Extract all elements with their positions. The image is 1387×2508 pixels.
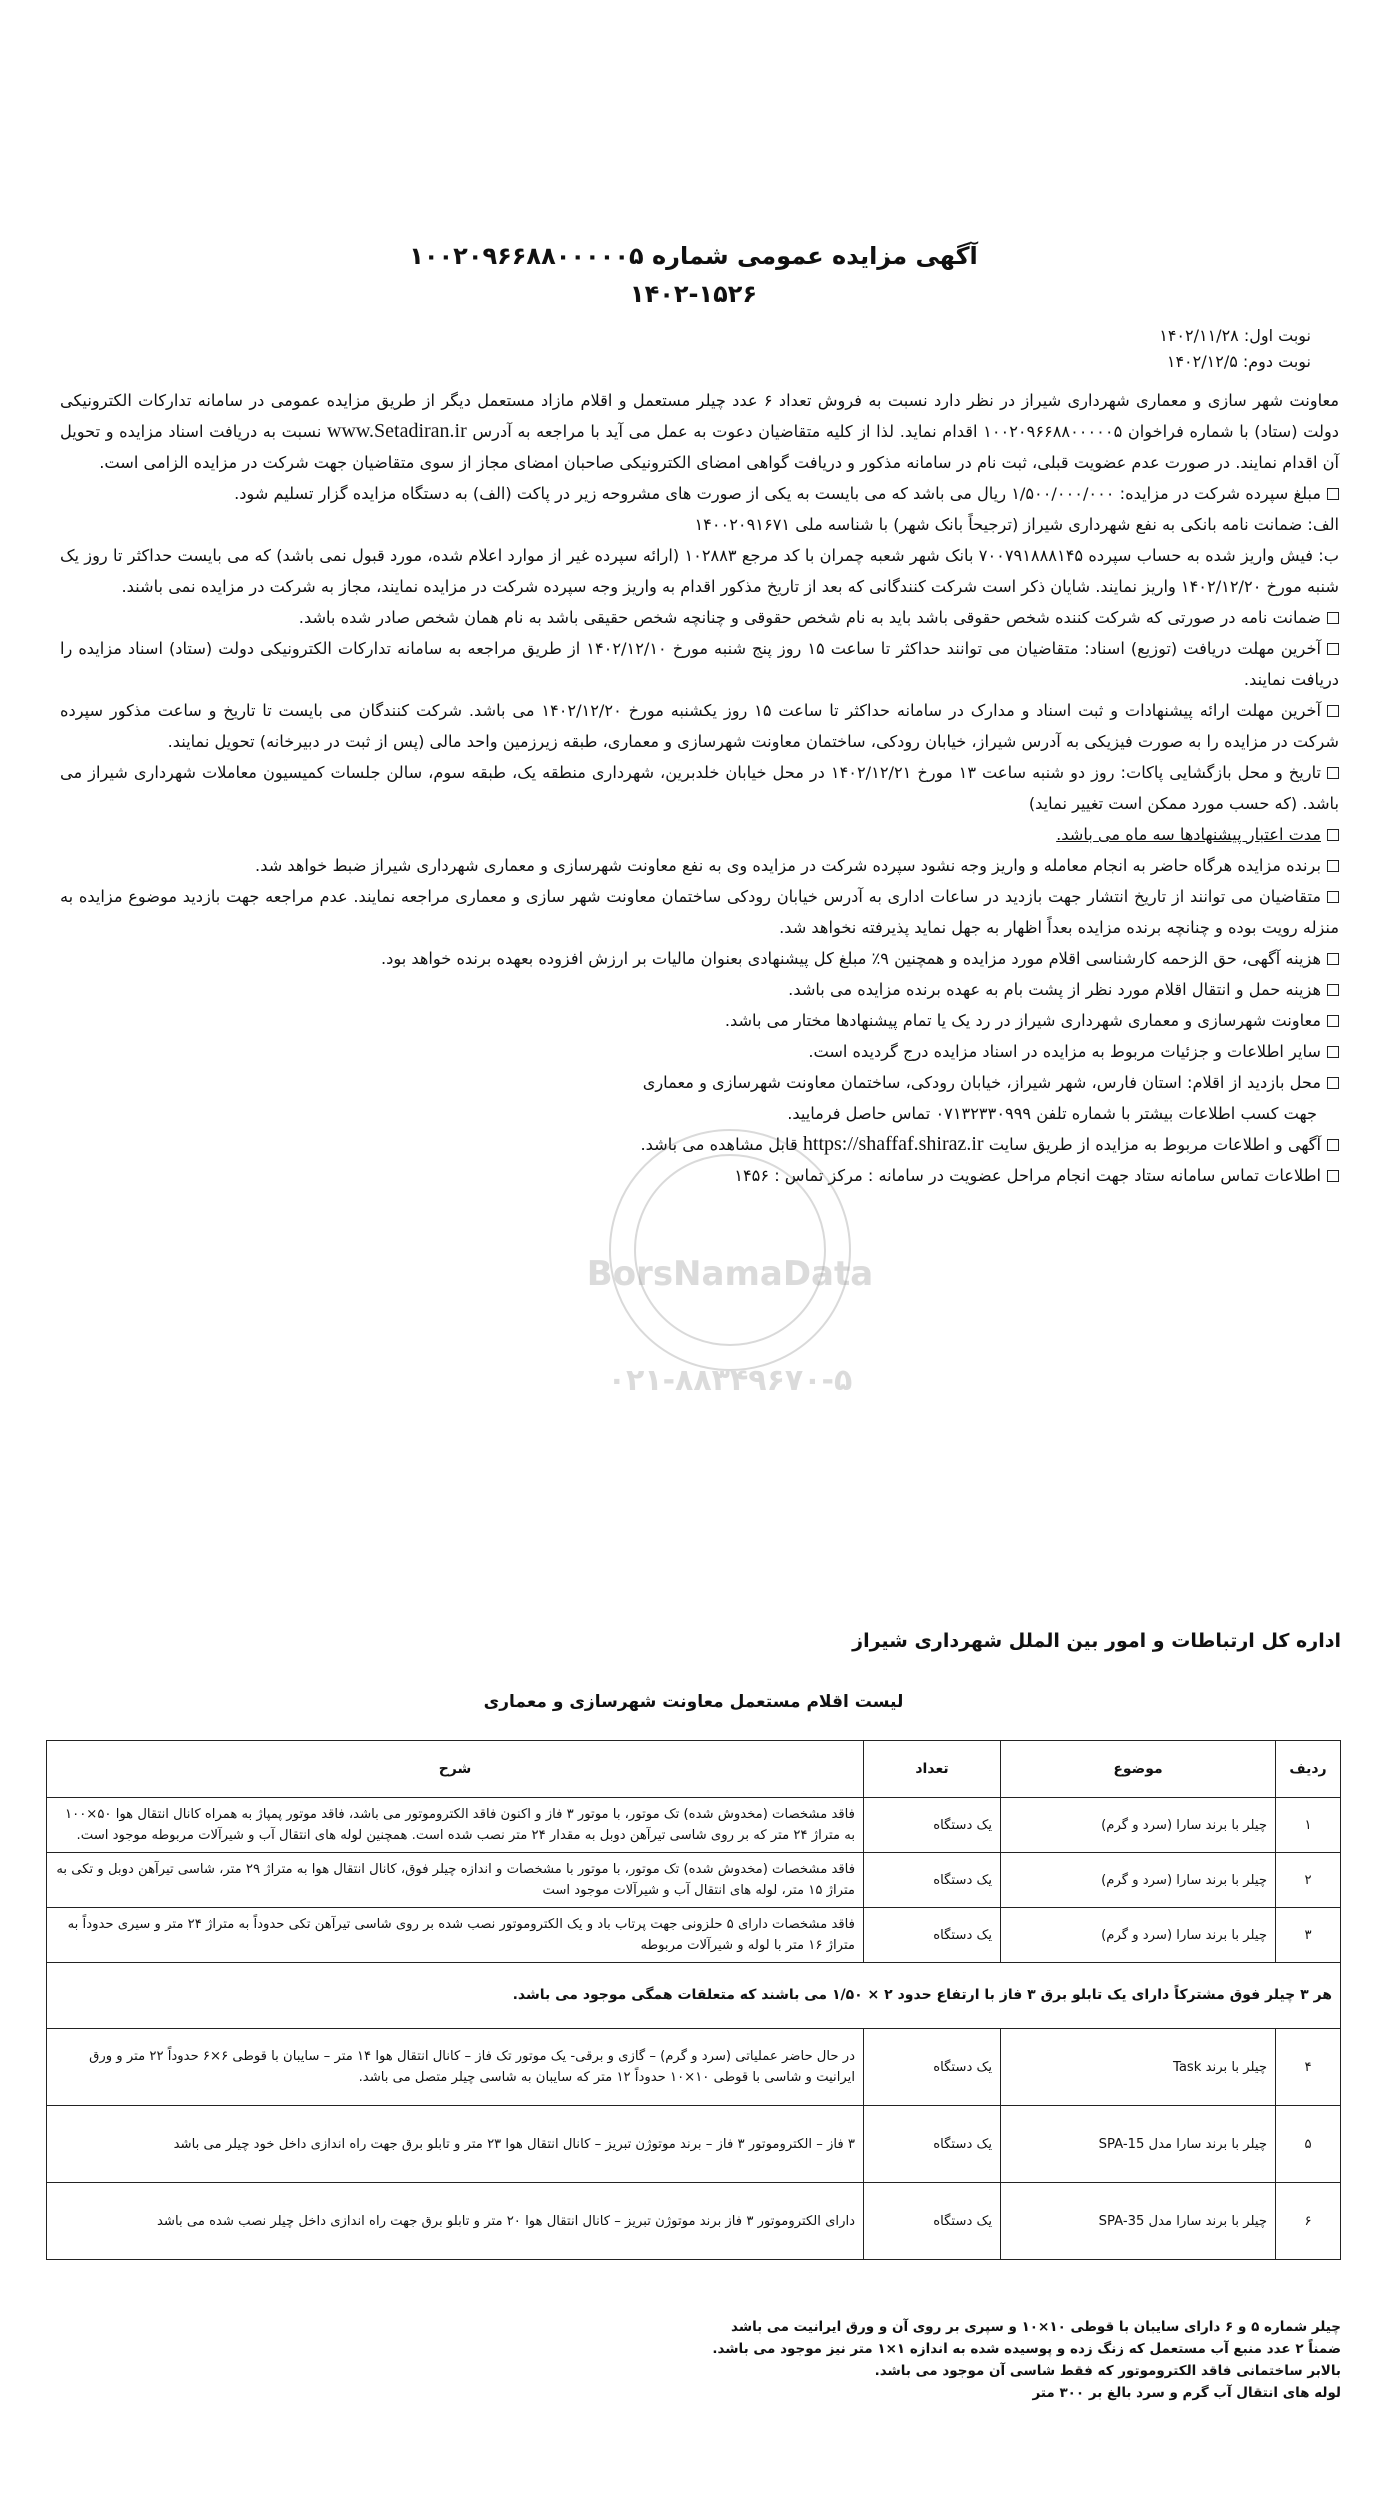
- bullet-winner: [60, 850, 1339, 881]
- header-tedad: تعداد: [864, 1741, 1001, 1798]
- bullet-text: متقاضیان می توانند از تاریخ انتشار جهت بازدید در ساعات اداری به آدرس خیابان رودکی ساختمان معاونت شهر سازی و معماری مراجعه نمایند. عدم مراجعه جهت بازدید موضوع مزایده به منزله رویت بوده و چنانچه برنده مزایده بعداً اظهار به جهل نماید پذیرفته نخواهد شد.: [60, 887, 1339, 937]
- items-table: [46, 1740, 1341, 2260]
- cell-mozoo: چیلر با برند سارا مدل SPA-35: [1001, 2183, 1276, 2260]
- cell-sharh: فاقد مشخصات دارای ۵ حلزونی جهت پرتاب باد و یک الکتروموتور نصب شده بر روی شاسی تیرآهن تکی حدوداً به متراژ ۲۴ متر و سیری حدوداً به متراژ ۱۶ متر با لوله و شیرآلات مربوطه: [47, 1908, 864, 1963]
- items-list-title: لیست اقلام مستعمل معاونت شهرسازی و معماری: [483, 1692, 904, 1712]
- checkbox-icon: [1327, 1139, 1339, 1151]
- cell-radif: ۶: [1276, 2183, 1341, 2260]
- intro-text-a: معاونت شهر سازی و معماری شهرداری شیراز در نظر دارد نسبت به فروش تعداد ۶ عدد چیلر مستعمل و اقلام مازاد مستعمل دیگر از طریق مزایده عمومی در سامانه تدارکات الکترونیکی دولت (ستاد) با شماره فراخوان ۱۰۰۲۰۹۶۶۸۸۰۰۰۰۰۵ اقدام نماید. لذا از کلیه متقاضیان دعوت به عمل می آید با مراجعه به آدرس: [60, 391, 1340, 441]
- cell-radif: ۳: [1276, 1908, 1341, 1963]
- cell-sharh: فاقد مشخصات (مخدوش شده) تک موتور، با موتور با مشخصات و اندازه چیلر فوق، کانال انتقال هوا به متراژ ۲۹ متر، شاسی تیرآهن دوبل و تکی به متراژ ۱۵ متر، لوله های انتقال آب و شیرآلات موجود است: [47, 1853, 864, 1908]
- bullet-text: تاریخ و محل بازگشایی پاکات: روز دو شنبه ساعت ۱۳ مورخ ۱۴۰۲/۱۲/۲۱ در محل خیابان خلدبرین، شهرداری منطقه یک، طبقه سوم، سالن جلسات کمیسیون معاملات شهرداری شیراز می باشد. (که حسب مورد ممکن است تغییر نماید): [60, 763, 1339, 813]
- bullet-other-info: [60, 1036, 1339, 1067]
- checkbox-icon: [1327, 612, 1339, 624]
- cell-radif: ۴: [1276, 2029, 1341, 2106]
- table-row: [47, 2029, 1341, 2106]
- page-title: آگهی مزایده عمومی شماره ۱۰۰۲۰۹۶۶۸۸۰۰۰۰۰۵: [409, 242, 978, 270]
- bullet-text: آگهی و اطلاعات مربوط به مزایده از طریق سایت: [988, 1135, 1321, 1154]
- cell-radif: ۱: [1276, 1798, 1341, 1853]
- deposit-option-be: ب: فیش واریز شده به حساب سپرده ۷۰۰۷۹۱۸۸۸۱۴۵ بانک شهر شعبه چمران با کد مرجع ۱۰۲۸۸۳ (ارائه سپرده غیر از موارد اعلام شده، مورد قبول نمی باشد) که می بایست حداکثر تا روز یک شنبه مورخ ۱۴۰۲/۱۲/۲۰ واریز نمایند. شایان ذکر است شرکت کنندگانی که بعد از تاریخ مذکور اقدام به واریز وجه سپرده شرکت در مزایده نمایند، مجاز به شرکت در مزایده نمی باشند.: [60, 546, 1340, 596]
- deposit-option-alef: الف: ضمانت نامه بانکی به نفع شهرداری شیراز (ترجیحاً بانک شهر) با شناسه ملی ۱۴۰۰۲۰۹۱۶۷۱: [694, 515, 1339, 534]
- bullet-costs: [60, 943, 1339, 974]
- checkbox-icon: [1327, 767, 1339, 779]
- bullet-visit: [60, 881, 1339, 943]
- shared-panel-note: هر ۳ چیلر فوق مشترکاً دارای یک تابلو برق ۳ فاز با ارتفاع حدود ۲ × ۱/۵۰ می باشند که متعلقات همگی موجود می باشد.: [47, 1963, 1341, 2029]
- table-row: [47, 2106, 1341, 2183]
- checkbox-icon: [1327, 643, 1339, 655]
- cell-mozoo: چیلر با برند سارا (سرد و گرم): [1001, 1853, 1276, 1908]
- cell-sharh: فاقد مشخصات (مخدوش شده) تک موتور، با موتور ۳ فاز و اکنون فاقد الکتروموتور می باشد، فاقد موتور پمپاژ به همراه کانال انتقال هوا ۵۰×۱۰۰ به متراژ ۲۴ متر که بر روی شاسی تیرآهن دوبل به مقدار ۲۴ متر نصب شده است. همچنین لوله های انتقال آب و شیرآلات مربوطه موجود است.: [47, 1798, 864, 1853]
- bullet-deposit: [60, 478, 1339, 509]
- cell-sharh: ۳ فاز – الکتروموتور ۳ فاز – برند موتوژن تبریز – کانال انتقال هوا ۲۳ متر و تابلو برق جهت راه اندازی داخل خود چیلر می باشد: [47, 2106, 864, 2183]
- bullet-guarantee: [60, 602, 1339, 633]
- checkbox-icon: [1327, 488, 1339, 500]
- page-subtitle: ۱۴۰۲-۱۵۲۶: [629, 280, 758, 308]
- bullet-website: [60, 1129, 1339, 1160]
- cell-radif: ۵: [1276, 2106, 1341, 2183]
- footnote-line: چیلر شماره ۵ و ۶ دارای سایبان با قوطی ۱۰×۱۰ و سپری بر روی آن و ورق ایرانیت می باشد: [731, 2319, 1341, 2335]
- bullet-rejection: [60, 1005, 1339, 1036]
- department-name: اداره کل ارتباطات و امور بین الملل شهرداری شیراز: [852, 1630, 1341, 1652]
- checkbox-icon: [1327, 860, 1339, 872]
- bullet-opening: [60, 757, 1339, 819]
- bullet-text: مدت اعتبار پیشنهادها سه ماه می باشد.: [1056, 825, 1321, 844]
- checkbox-icon: [1327, 705, 1339, 717]
- bullet-text: مبلغ سپرده شرکت در مزایده: ۱/۵۰۰/۰۰۰/۰۰۰ ریال می باشد که می بایست به یکی از صورت های مشروحه زیر در پاکت (الف) به دستگاه مزایده گزار تسلیم شود.: [234, 484, 1321, 503]
- table-row: [47, 1798, 1341, 1853]
- footnote-line: لوله های انتقال آب گرم و سرد بالغ بر ۳۰۰ متر: [1032, 2385, 1341, 2401]
- setadiran-link[interactable]: www.Setadiran.ir: [327, 420, 467, 442]
- table-footnotes: [46, 2316, 1341, 2404]
- bullet-setad-contact: [60, 1160, 1339, 1191]
- bullet-text: ضمانت نامه در صورتی که شرکت کننده شخص حقوقی باشد باید به نام شخص حقوقی و چنانچه شخص حقیقی باشد به نام همان شخص صادر شده باشد.: [298, 608, 1321, 627]
- cell-mozoo: چیلر با برند سارا (سرد و گرم): [1001, 1908, 1276, 1963]
- watermark-phone: ۰۲۱-۸۸۳۴۹۶۷۰-۵: [607, 1363, 853, 1398]
- bullet-text: اطلاعات تماس سامانه ستاد جهت انجام مراحل عضویت در سامانه : مرکز تماس : ۱۴۵۶: [734, 1166, 1321, 1185]
- bullet-validity: [60, 819, 1339, 850]
- cell-sharh: در حال حاضر عملیاتی (سرد و گرم) – گازی و برقی- یک موتور تک فاز – کانال انتقال هوا ۱۴ متر – سایبان با قوطی ۶×۶ حدوداً ۲۲ متر و ورق ایرانیت و شاسی با قوطی ۱۰×۱۰ حدوداً ۱۲ متر که سایبان به شاسی چیلر متصل می باشد.: [47, 2029, 864, 2106]
- document-page: [40, 0, 1347, 2508]
- bullet-document-deadline: [60, 633, 1339, 695]
- checkbox-icon: [1327, 1046, 1339, 1058]
- cell-tedad: یک دستگاه: [864, 2029, 1001, 2106]
- cell-tedad: یک دستگاه: [864, 1853, 1001, 1908]
- announcement-body: [60, 385, 1339, 1191]
- checkbox-icon: [1327, 1170, 1339, 1182]
- table-row: [47, 1908, 1341, 1963]
- table-row: [47, 2183, 1341, 2260]
- footnote-line: بالابر ساختمانی فاقد الکتروموتور که فقط شاسی آن موجود می باشد.: [874, 2363, 1341, 2379]
- cell-mozoo: چیلر با برند سارا (سرد و گرم): [1001, 1798, 1276, 1853]
- table-row: [47, 1853, 1341, 1908]
- bullet-text: هزینه حمل و انتقال اقلام مورد نظر از پشت بام به عهده برنده مزایده می باشد.: [788, 980, 1321, 999]
- bullet-transport: [60, 974, 1339, 1005]
- cell-tedad: یک دستگاه: [864, 2183, 1001, 2260]
- bullet-text: قابل مشاهده می باشد.: [640, 1135, 798, 1154]
- header-mozoo: موضوع: [1001, 1741, 1276, 1798]
- footnote-line: ضمناً ۲ عدد منبع آب مستعمل که زنگ زده و پوسیده شده به اندازه ۱×۱ متر نیز موجود می باشد.: [712, 2341, 1341, 2357]
- table-header-row: [47, 1741, 1341, 1798]
- header-sharh: شرح: [47, 1741, 864, 1798]
- shaffaf-link[interactable]: https://shaffaf.shiraz.ir: [802, 1133, 984, 1155]
- checkbox-icon: [1327, 829, 1339, 841]
- bullet-text: سایر اطلاعات و جزئیات مربوط به مزایده در اسناد مزایده درج گردیده است.: [808, 1042, 1321, 1061]
- intro-text-b: نسبت به دریافت اسناد مزایده و تحویل آن اقدام نمایند. در صورت عدم عضویت قبلی، ثبت نام در سامانه مذکور و دریافت گواهی امضای الکترونیکی صاحبان امضای مجاز از سوی متقاضیان جهت شرکت در مزایده الزامی است.: [60, 422, 1339, 472]
- checkbox-icon: [1327, 953, 1339, 965]
- bullet-visit-location: [60, 1067, 1339, 1098]
- cell-tedad: یک دستگاه: [864, 2106, 1001, 2183]
- watermark-brand: BorsNamaData: [586, 1254, 874, 1294]
- checkbox-icon: [1327, 891, 1339, 903]
- bullet-text: برنده مزایده هرگاه حاضر به انجام معامله و واریز وجه نشود سپرده شرکت در مزایده وی به نفع معاونت شهرسازی و معماری شهرداری شیراز ضبط خواهد شد.: [255, 856, 1321, 875]
- cell-tedad: یک دستگاه: [864, 1908, 1001, 1963]
- contact-phone-line: جهت کسب اطلاعات بیشتر با شماره تلفن ۰۷۱۳۲۳۳۰۹۹۹ تماس حاصل فرمایید.: [787, 1104, 1317, 1123]
- bullet-text: آخرین مهلت ارائه پیشنهادات و ثبت اسناد و مدارک در سامانه حداکثر تا ساعت ۱۵ روز یکشنبه مورخ ۱۴۰۲/۱۲/۲۰ می باشد. شرکت کنندگان می بایست تا تاریخ و ساعت مذکور سپرده شرکت در مزایده را به صورت فیزیکی به آدرس شیراز، خیابان رودکی، ساختمان معاونت شهرسازی و معماری، طبقه زیرزمین واحد مالی (پس از ثبت در دبیرخانه) تحویل نمایند.: [60, 701, 1339, 751]
- header-radif: ردیف: [1276, 1741, 1341, 1798]
- table-note-row: [47, 1963, 1341, 2029]
- cell-tedad: یک دستگاه: [864, 1798, 1001, 1853]
- bullet-text: معاونت شهرسازی و معماری شهرداری شیراز در رد یک یا تمام پیشنهادها مختار می باشد.: [724, 1011, 1321, 1030]
- cell-radif: ۲: [1276, 1853, 1341, 1908]
- bullet-text: محل بازدید از اقلام: استان فارس، شهر شیراز، خیابان رودکی، ساختمان معاونت شهرسازی و معماری: [642, 1073, 1321, 1092]
- cell-mozoo: چیلر با برند Task: [1001, 2029, 1276, 2106]
- first-publication-date: نوبت اول: ۱۴۰۲/۱۱/۲۸: [1159, 326, 1311, 345]
- bullet-text: آخرین مهلت دریافت (توزیع) اسناد: متقاضیان می توانند حداکثر تا ساعت ۱۵ روز پنج شنبه مورخ ۱۴۰۲/۱۲/۱۰ از طریق مراجعه به سامانه تدارکات الکترونیکی دولت (ستاد) اسناد مزایده را دریافت نمایند.: [60, 639, 1339, 689]
- bullet-submission-deadline: [60, 695, 1339, 757]
- intro-paragraph: [60, 385, 1339, 478]
- cell-mozoo: چیلر با برند سارا مدل SPA-15: [1001, 2106, 1276, 2183]
- checkbox-icon: [1327, 1015, 1339, 1027]
- bullet-text: هزینه آگهی، حق الزحمه کارشناسی اقلام مورد مزایده و همچنین ۹٪ مبلغ کل پیشنهادی بعنوان مالیات بر ارزش افزوده بعهده برنده خواهد بود.: [381, 949, 1321, 968]
- checkbox-icon: [1327, 1077, 1339, 1089]
- second-publication-date: نوبت دوم: ۱۴۰۲/۱۲/۵: [1166, 352, 1311, 371]
- cell-sharh: دارای الکتروموتور ۳ فاز برند موتوژن تبریز – کانال انتقال هوا ۲۰ متر و تابلو برق جهت راه اندازی داخل چیلر نصب شده می باشد: [47, 2183, 864, 2260]
- checkbox-icon: [1327, 984, 1339, 996]
